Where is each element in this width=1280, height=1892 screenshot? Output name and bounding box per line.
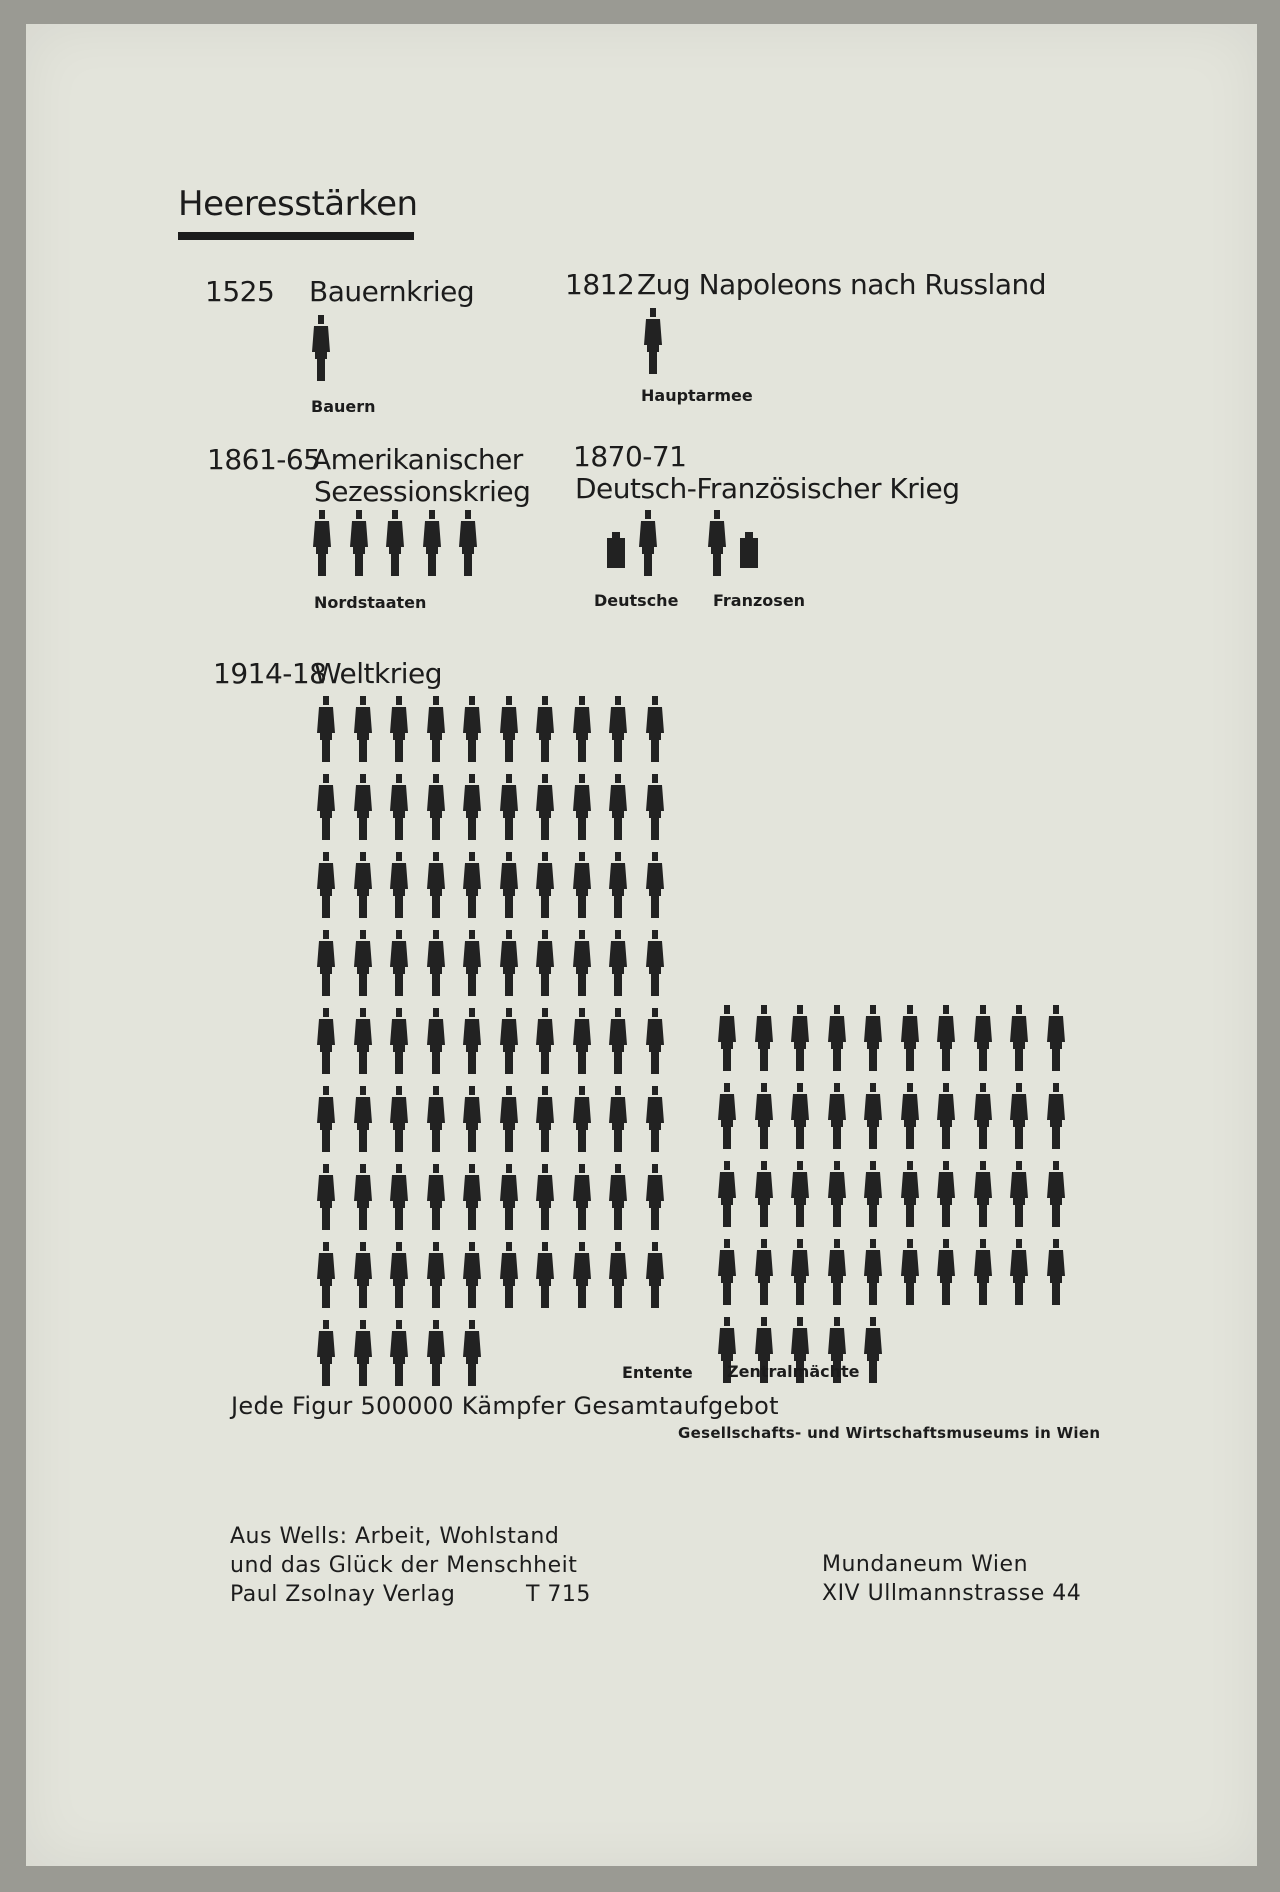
footer-source-line2: und das Glück der Menschheit [230, 1553, 578, 1578]
soldier-figure [716, 1005, 738, 1071]
soldier-figure [642, 308, 664, 374]
soldier-figure [1008, 1005, 1030, 1071]
soldier-figure [607, 852, 629, 918]
soldier-figure [388, 852, 410, 918]
soldier-figure [388, 774, 410, 840]
soldier-figure [826, 1083, 848, 1149]
soldier-figure [789, 1083, 811, 1149]
footer-code: T 715 [526, 1582, 591, 1607]
footer-address [822, 1550, 1081, 1608]
soldier-figure [899, 1161, 921, 1227]
soldier-figure [607, 1086, 629, 1152]
panel-1812-year: 1812 [565, 268, 635, 301]
soldier-figure [607, 930, 629, 996]
soldier-figure [716, 1161, 738, 1227]
soldier-figure [461, 1242, 483, 1308]
soldier-figure [571, 1008, 593, 1074]
soldier-figure [753, 1239, 775, 1305]
soldier-figure [425, 1164, 447, 1230]
soldier-figure [862, 1005, 884, 1071]
soldier-figure [461, 1164, 483, 1230]
soldier-figure [352, 1242, 374, 1308]
soldier-figure [498, 1242, 520, 1308]
soldier-figure [461, 774, 483, 840]
soldier-figure [826, 1005, 848, 1071]
soldier-figure [607, 696, 629, 762]
soldier-figure [388, 1164, 410, 1230]
soldier-figure [498, 1164, 520, 1230]
soldier-figure [461, 1320, 483, 1386]
soldier-figure [534, 852, 556, 918]
panel-1870-name: Deutsch-Französischer Krieg [575, 472, 960, 505]
soldier-figure [534, 774, 556, 840]
soldier-figure [571, 696, 593, 762]
soldier-figure [315, 1086, 337, 1152]
soldier-figure [607, 1242, 629, 1308]
soldier-figure [789, 1161, 811, 1227]
label-zentralmaechte: Zentralmächte [727, 1362, 860, 1381]
soldier-figure [425, 696, 447, 762]
soldier-figure [352, 1320, 374, 1386]
soldier-figure [753, 1161, 775, 1227]
footer-address-line1: Mundaneum Wien [822, 1552, 1029, 1577]
soldier-figure [425, 1320, 447, 1386]
panel-1861-name-line1: Amerikanischer [312, 443, 523, 476]
soldier-figure [571, 1086, 593, 1152]
soldier-figure [935, 1161, 957, 1227]
footer-source-line3: Paul Zsolnay Verlag [230, 1582, 456, 1607]
soldier-figure [384, 510, 406, 576]
soldier-figure [388, 930, 410, 996]
half-soldier-figure [738, 502, 760, 568]
chart-title: Heeresstärken [178, 184, 418, 224]
soldier-figure [716, 1083, 738, 1149]
footer-source-line1: Aus Wells: Arbeit, Wohlstand [230, 1524, 560, 1549]
soldier-figure [716, 1239, 738, 1305]
soldier-figure [789, 1005, 811, 1071]
soldier-figure [457, 510, 479, 576]
soldier-figure [461, 1008, 483, 1074]
soldier-figure [388, 1320, 410, 1386]
soldier-figure [644, 1086, 666, 1152]
soldier-figure [644, 1242, 666, 1308]
label-bauern: Bauern [311, 397, 376, 416]
soldier-figure [534, 1086, 556, 1152]
soldier-figure [607, 1164, 629, 1230]
soldier-figure [826, 1239, 848, 1305]
soldier-figure [935, 1239, 957, 1305]
soldier-figure [421, 510, 443, 576]
soldier-figure [498, 930, 520, 996]
soldier-figure [862, 1083, 884, 1149]
soldier-figure [534, 1164, 556, 1230]
soldier-figure [607, 1008, 629, 1074]
soldier-figure [972, 1239, 994, 1305]
panel-1914-name: Weltkrieg [314, 657, 443, 690]
soldier-figure [826, 1161, 848, 1227]
soldier-figure [352, 1164, 374, 1230]
soldier-figure [935, 1005, 957, 1071]
soldier-figure [388, 1086, 410, 1152]
panel-1525-year: 1525 [205, 275, 275, 308]
soldier-figure [571, 852, 593, 918]
soldier-figure [315, 1164, 337, 1230]
soldier-figure [311, 510, 333, 576]
soldier-figure [534, 1008, 556, 1074]
soldier-figure [352, 774, 374, 840]
soldier-figure [388, 1008, 410, 1074]
soldier-figure [1008, 1083, 1030, 1149]
soldier-figure [352, 852, 374, 918]
panel-1861-name-line2: Sezessionskrieg [314, 475, 531, 508]
soldier-figure [644, 1164, 666, 1230]
label-deutsche: Deutsche [594, 591, 679, 610]
soldier-figure [498, 852, 520, 918]
soldier-figure [1008, 1161, 1030, 1227]
soldier-figure [352, 696, 374, 762]
soldier-figure [644, 1008, 666, 1074]
soldier-figure [315, 774, 337, 840]
soldier-figure [1008, 1239, 1030, 1305]
panel-1525-name: Bauernkrieg [309, 275, 475, 308]
soldier-figure [899, 1239, 921, 1305]
soldier-figure [310, 315, 332, 381]
soldier-figure [862, 1161, 884, 1227]
panel-1914-year: 1914-18 [213, 657, 327, 690]
soldier-figure [571, 1242, 593, 1308]
soldier-figure [498, 1008, 520, 1074]
panel-1861-year: 1861-65 [207, 443, 321, 476]
label-hauptarmee: Hauptarmee [641, 386, 753, 405]
soldier-figure [534, 930, 556, 996]
soldier-figure [972, 1161, 994, 1227]
soldier-figure [425, 774, 447, 840]
soldier-figure [348, 510, 370, 576]
soldier-figure [644, 852, 666, 918]
soldier-figure [315, 852, 337, 918]
soldier-figure [935, 1083, 957, 1149]
label-nordstaaten: Nordstaaten [314, 593, 427, 612]
soldier-figure [571, 1164, 593, 1230]
label-franzosen: Franzosen [713, 591, 806, 610]
soldier-figure [315, 1008, 337, 1074]
soldier-figure [425, 930, 447, 996]
footer-address-line2: XIV Ullmannstrasse 44 [822, 1581, 1082, 1606]
soldier-figure [315, 696, 337, 762]
soldier-figure [644, 696, 666, 762]
soldier-figure [637, 510, 659, 576]
soldier-figure [498, 1086, 520, 1152]
soldier-figure [972, 1083, 994, 1149]
soldier-figure [425, 1008, 447, 1074]
soldier-figure [972, 1005, 994, 1071]
soldier-figure [644, 774, 666, 840]
soldier-figure [1045, 1161, 1067, 1227]
soldier-figure [899, 1083, 921, 1149]
soldier-figure [461, 930, 483, 996]
soldier-figure [315, 930, 337, 996]
soldier-figure [644, 930, 666, 996]
soldier-figure [571, 774, 593, 840]
soldier-figure [862, 1239, 884, 1305]
soldier-figure [461, 696, 483, 762]
panel-1812-name: Zug Napoleons nach Russland [637, 268, 1047, 301]
soldier-figure [388, 1242, 410, 1308]
soldier-figure [352, 1008, 374, 1074]
soldier-figure [352, 930, 374, 996]
half-soldier-figure [605, 502, 627, 568]
soldier-figure [388, 696, 410, 762]
soldier-figure [1045, 1239, 1067, 1305]
soldier-figure [315, 1242, 337, 1308]
museum-credit: Gesellschafts- und Wirtschaftsmuseums in Wien [678, 1424, 1101, 1442]
soldier-figure [706, 510, 728, 576]
soldier-figure [571, 930, 593, 996]
soldier-figure [425, 1242, 447, 1308]
soldier-figure [352, 1086, 374, 1152]
soldier-figure [461, 852, 483, 918]
soldier-figure [425, 1086, 447, 1152]
soldier-figure [753, 1083, 775, 1149]
label-entente: Entente [622, 1363, 693, 1382]
soldier-figure [1045, 1083, 1067, 1149]
soldier-figure [1045, 1005, 1067, 1071]
soldier-figure [899, 1005, 921, 1071]
soldier-figure [534, 1242, 556, 1308]
soldier-figure [534, 696, 556, 762]
soldier-figure [789, 1239, 811, 1305]
panel-1870-year: 1870-71 [573, 440, 687, 473]
soldier-figure [753, 1005, 775, 1071]
soldier-figure [607, 774, 629, 840]
title-underline [178, 232, 414, 240]
soldier-figure [461, 1086, 483, 1152]
soldier-figure [498, 696, 520, 762]
unit-legend: Jede Figur 500000 Kämpfer Gesamtaufgebot [231, 1392, 779, 1420]
soldier-figure [315, 1320, 337, 1386]
soldier-figure [862, 1317, 884, 1383]
soldier-figure [498, 774, 520, 840]
soldier-figure [425, 852, 447, 918]
